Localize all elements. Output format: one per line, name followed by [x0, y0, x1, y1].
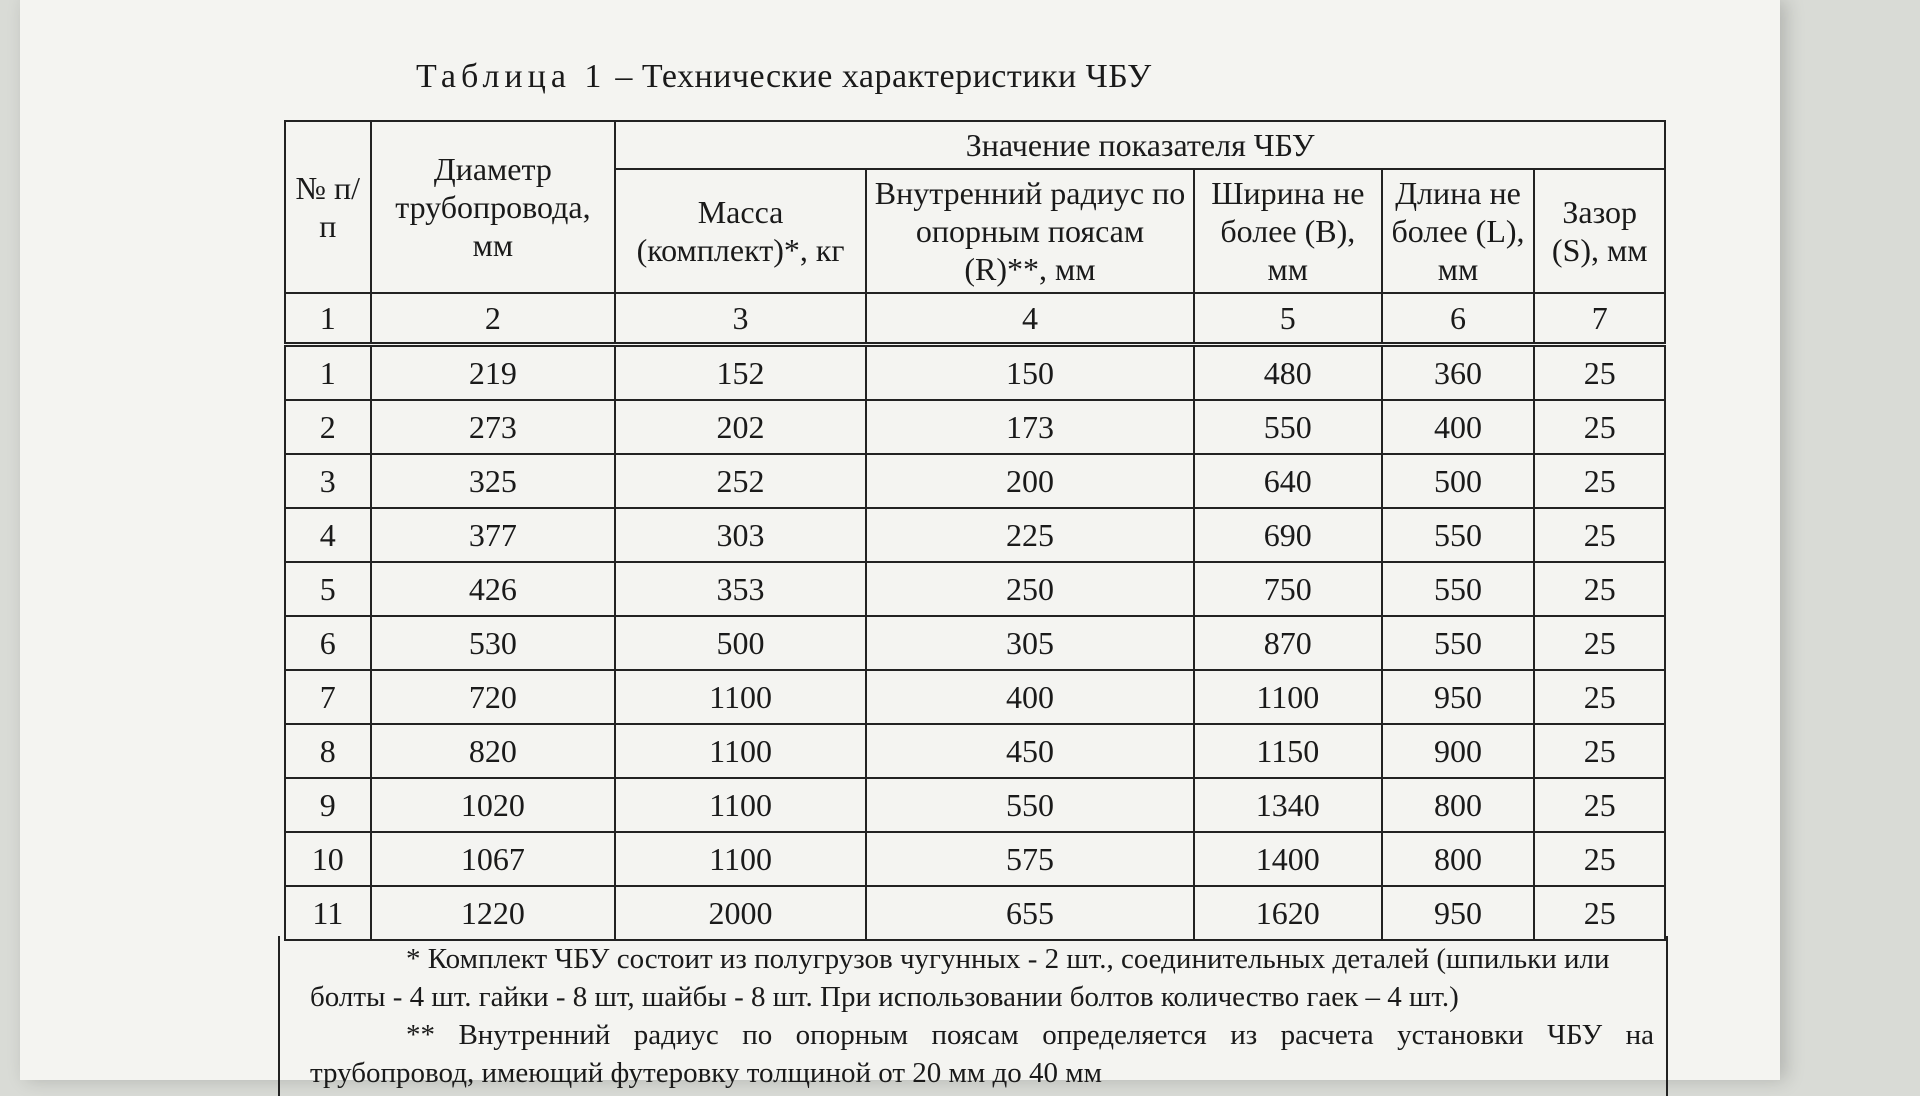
table-title-prefix: Таблица 1	[416, 58, 607, 95]
footnote-mass-line1: * Комплект ЧБУ состоит из полугрузов чугунных - 2 шт., соединительных деталей (шпильки или	[406, 943, 1610, 975]
cell-width: 480	[1194, 345, 1382, 401]
cell-diameter: 219	[371, 345, 616, 401]
cell-gap: 25	[1534, 616, 1665, 670]
cell-diameter: 1020	[371, 778, 616, 832]
cell-radius: 200	[866, 454, 1194, 508]
cell-width: 690	[1194, 508, 1382, 562]
cell-number: 10	[285, 832, 371, 886]
table-row	[285, 616, 1665, 670]
column-number: 6	[1382, 293, 1535, 345]
cell-width: 1100	[1194, 670, 1382, 724]
cell-radius: 305	[866, 616, 1194, 670]
table-row	[285, 670, 1665, 724]
cell-number: 9	[285, 778, 371, 832]
cell-length: 950	[1382, 670, 1535, 724]
cell-number: 2	[285, 400, 371, 454]
cell-length: 800	[1382, 778, 1535, 832]
table-row	[285, 832, 1665, 886]
cell-length: 950	[1382, 886, 1535, 940]
table-title-text: – Технические характеристики ЧБУ	[615, 58, 1152, 95]
cell-radius: 655	[866, 886, 1194, 940]
header-length: Длина не более (L), мм	[1382, 169, 1535, 293]
cell-length: 400	[1382, 400, 1535, 454]
cell-mass: 1100	[615, 724, 866, 778]
column-number: 2	[371, 293, 616, 345]
cell-number: 4	[285, 508, 371, 562]
cell-mass: 303	[615, 508, 866, 562]
cell-mass: 252	[615, 454, 866, 508]
cell-radius: 150	[866, 345, 1194, 401]
cell-width: 1340	[1194, 778, 1382, 832]
cell-width: 640	[1194, 454, 1382, 508]
column-number: 4	[866, 293, 1194, 345]
footnote-radius-line2: трубопровод, имеющий футеровку толщиной от 20 мм до 40 мм	[310, 1057, 1102, 1089]
cell-radius: 250	[866, 562, 1194, 616]
cell-gap: 25	[1534, 778, 1665, 832]
cell-gap: 25	[1534, 562, 1665, 616]
cell-number: 5	[285, 562, 371, 616]
cell-gap: 25	[1534, 670, 1665, 724]
cell-length: 800	[1382, 832, 1535, 886]
cell-mass: 1100	[615, 670, 866, 724]
table-row	[285, 724, 1665, 778]
cell-length: 550	[1382, 562, 1535, 616]
header-gap: Зазор (S), мм	[1534, 169, 1665, 293]
cell-mass: 202	[615, 400, 866, 454]
footnote-mass-line2: болты - 4 шт. гайки - 8 шт, шайбы - 8 шт. При использовании болтов количество гаек – 4 шт.)	[310, 981, 1459, 1013]
cell-diameter: 273	[371, 400, 616, 454]
cell-radius: 225	[866, 508, 1194, 562]
header-indicator-group: Значение показателя ЧБУ	[615, 121, 1665, 169]
table-row	[285, 345, 1665, 401]
cell-diameter: 720	[371, 670, 616, 724]
column-number: 3	[615, 293, 866, 345]
table-title	[416, 58, 1152, 96]
cell-radius: 575	[866, 832, 1194, 886]
table-row	[285, 508, 1665, 562]
header-number: № п/п	[285, 121, 371, 293]
cell-length: 550	[1382, 508, 1535, 562]
header-mass: Масса (комплект)*, кг	[615, 169, 866, 293]
column-number-row	[285, 293, 1665, 345]
cell-mass: 152	[615, 345, 866, 401]
cell-gap: 25	[1534, 454, 1665, 508]
cell-length: 500	[1382, 454, 1535, 508]
cell-width: 1620	[1194, 886, 1382, 940]
column-number: 7	[1534, 293, 1665, 345]
cell-width: 870	[1194, 616, 1382, 670]
cell-width: 1150	[1194, 724, 1382, 778]
cell-diameter: 377	[371, 508, 616, 562]
cell-length: 550	[1382, 616, 1535, 670]
cell-length: 360	[1382, 345, 1535, 401]
cell-gap: 25	[1534, 508, 1665, 562]
cell-diameter: 325	[371, 454, 616, 508]
table-row	[285, 562, 1665, 616]
cell-gap: 25	[1534, 724, 1665, 778]
cell-radius: 450	[866, 724, 1194, 778]
table-row	[285, 778, 1665, 832]
table-row	[285, 886, 1665, 940]
cell-diameter: 820	[371, 724, 616, 778]
column-number: 5	[1194, 293, 1382, 345]
column-number: 1	[285, 293, 371, 345]
cell-width: 550	[1194, 400, 1382, 454]
cell-number: 11	[285, 886, 371, 940]
cell-length: 900	[1382, 724, 1535, 778]
cell-radius: 400	[866, 670, 1194, 724]
cell-radius: 550	[866, 778, 1194, 832]
header-width: Ширина не более (B), мм	[1194, 169, 1382, 293]
cell-number: 8	[285, 724, 371, 778]
cell-mass: 1100	[615, 778, 866, 832]
cell-mass: 2000	[615, 886, 866, 940]
cell-number: 7	[285, 670, 371, 724]
cell-number: 3	[285, 454, 371, 508]
cell-number: 1	[285, 345, 371, 401]
table-footnotes	[278, 936, 1668, 1096]
cell-gap: 25	[1534, 345, 1665, 401]
table-row	[285, 400, 1665, 454]
cell-gap: 25	[1534, 886, 1665, 940]
cell-mass: 500	[615, 616, 866, 670]
cell-gap: 25	[1534, 400, 1665, 454]
cell-number: 6	[285, 616, 371, 670]
cell-width: 750	[1194, 562, 1382, 616]
cell-radius: 173	[866, 400, 1194, 454]
cell-gap: 25	[1534, 832, 1665, 886]
header-radius: Внутренний радиус по опорным поясам (R)**, мм	[866, 169, 1194, 293]
specifications-table	[284, 120, 1666, 941]
cell-diameter: 530	[371, 616, 616, 670]
table-row	[285, 454, 1665, 508]
footnote-radius-line1: ** Внутренний радиус по опорным поясам определяется из расчета установки ЧБУ на	[406, 1019, 1654, 1051]
cell-width: 1400	[1194, 832, 1382, 886]
header-diameter: Диаметр трубопровода, мм	[371, 121, 616, 293]
cell-diameter: 426	[371, 562, 616, 616]
cell-diameter: 1220	[371, 886, 616, 940]
cell-mass: 353	[615, 562, 866, 616]
document-page	[20, 0, 1780, 1089]
cell-diameter: 1067	[371, 832, 616, 886]
cell-mass: 1100	[615, 832, 866, 886]
